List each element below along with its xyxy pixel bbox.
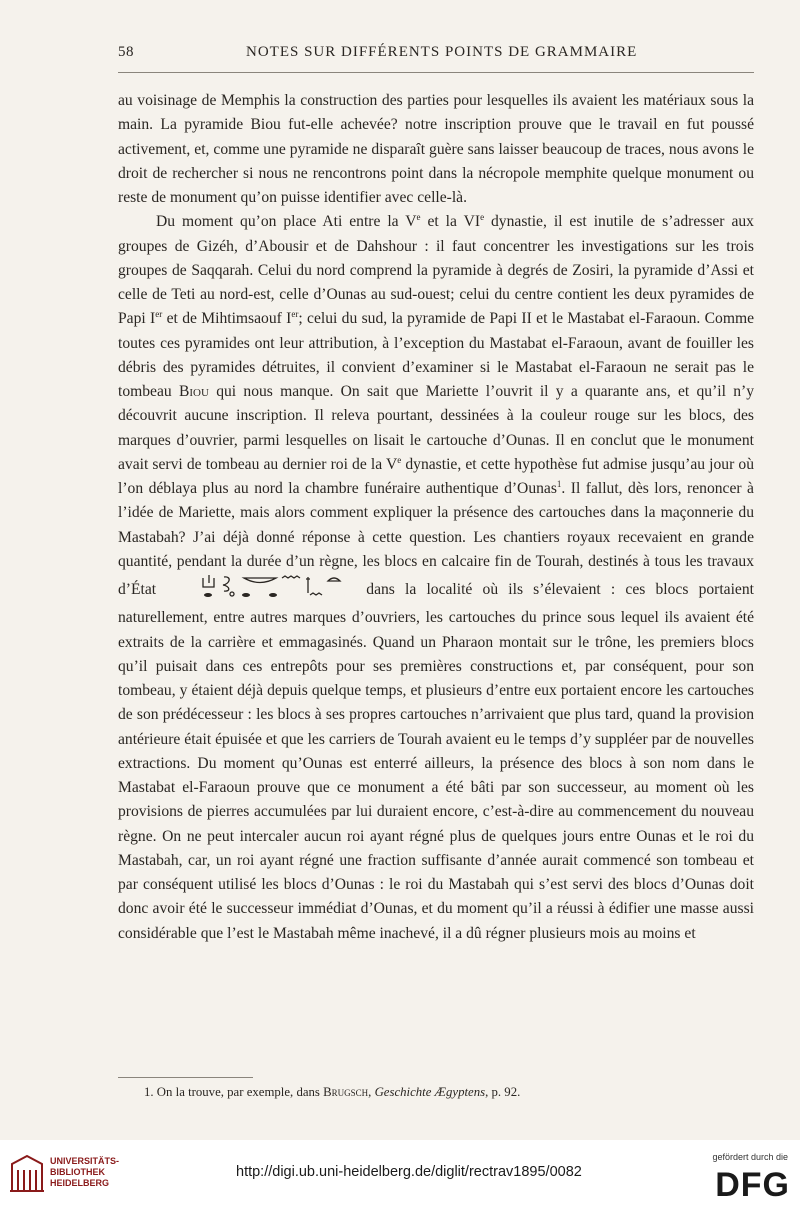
paragraph-1: au voisinage de Memphis la construction des parties pour lesquelles ils avaient les matériaux sous la main. La pyramide Biou fut-elle achevée? notre inscription prouve que le travail en fut poussé activement, et, comme une pyramide ne disparaît guère sans laisser beaucoup de traces, nous avons le droit de rechercher si nous ne rencontrons point dans la nécropole memphite quelque monument ou reste de monument qu’on puisse identifier avec celle-là. bbox=[118, 92, 754, 206]
footnote-rule bbox=[118, 1077, 253, 1078]
running-title: NOTES SUR DIFFÉRENTS POINTS DE GRAMMAIRE bbox=[246, 44, 638, 60]
body-text bbox=[118, 89, 754, 946]
dfg-logo: DFG bbox=[715, 1166, 790, 1204]
funding-label: gefördert durch die bbox=[712, 1152, 788, 1162]
library-logo-icon bbox=[8, 1154, 46, 1199]
footer-bar bbox=[0, 1140, 800, 1208]
page-number: 58 bbox=[118, 44, 134, 60]
footnote-work: Geschichte Ægyptens bbox=[374, 1085, 486, 1099]
footnote: 1. On la trouve, par exemple, dans Brugsch, Geschichte Ægyptens, p. 92. bbox=[144, 1085, 521, 1099]
source-url-link[interactable]: http://digi.ub.uni-heidelberg.de/diglit/rectrav1895/0082 bbox=[236, 1164, 582, 1180]
header-rule bbox=[118, 72, 754, 73]
page-header bbox=[118, 44, 754, 66]
paragraph-2: Du moment qu’on place Ati entre la Ve et la VIe dynastie, il est inutile de s’adresser aux groupes de Gizéh, d’Abousir et de Dahshour : il faut concentrer les investigations sur les trois groupes de Saqqarah. Celui du nord comprend la pyramide à degrés de Zosiri, la pyramide d’Assi et celle de Teti au nord-est, celle d’Ounas au sud-ouest; celui du centre contient les deux pyramides de Papi Ier et de Mihtimsaouf Ier; celui du sud, la pyramide de Papi II et le Mastabat el-Faraoun. Comme toutes ces pyramides ont leur attribution, à l’exception du Mastabat el-Faraoun, avant de fouiller les débris des pyramides détruites, il convient d’examiner si le Mastabat el-Faraoun ne serait pas le tombeau Biou qui nous manque. On sait que Mariette l’ouvrit il y a quarante ans, et qu’il n’y découvrit aucune inscription. Il releva pourtant, dessinées à la couleur rouge sur les blocs, des marques d’ouvrier, parmi lesquelles on lisait le cartouche d’Ounas. Il en conclut que le monument avait servi de tombeau au dernier roi de la Ve dynastie, et cette hypothèse fut admise jusqu’au jour où l’on déblaya plus au nord la chambre funéraire authentique d’Ounas$^1$. Il fallut, dès lors, renoncer à l’idée de Mariette, mais alors comment expliquer la présence des cartouches dans la maçonnerie du Mastabah? J’ai déjà donné réponse à cette question. Les chantiers royaux recevaient en grande quantité, pendant la durée d’un règne, les blocs en calcaire fin de Tourah, destinés à tous les travaux d’État dans la localité où ils s’élevaient : ces blocs portaient naturellement, entre autres marques d’ouvriers, les cartouches du prince sous lequel ils avaient été extraits de la carrière et emmagasinés. Quand un Pharaon montait sur le trône, les premiers blocs qu’il puisait dans ces entrepôts pour ses premières constructions et, par conséquent, pour son tombeau, y étaient déjà depuis quelque temps, et plusieurs d’entre eux portaient encore les cartouches de son prédécesseur : les blocs à ses propres cartouches n’arrivaient que plus tard, quand la provision antérieure était épuisée et que les carriers de Tourah avaient eu le temps d’y suppléer par de nouvelles extractions. Du moment qu’Ounas est enterré ailleurs, la présence des blocs à son nom dans le Mastabat el-Faraoun prouve que ce monument a été bâti par son successeur, au moment où les provisions de pierres accumulées par lui duraient encore, c’est-à-dire au commencement du nouveau règne. On ne peut intercaler aucun roi ayant régné plus de quelques jours entre Ounas et le roi du Mastabah, car, un roi ayant régné une fraction suffisante d’année aurait commencé son tombeau et par conséquent utilisé les blocs d’Ounas : le roi du Mastabah qui s’est servi des blocs d’Ounas doit donc avoir été le successeur immédiat d’Ounas, et du moment qu’il a réussi à édifier une masse aussi considérable que l’est le Mastabah même inachevé, il a dû régner plusieurs mois au moins et bbox=[118, 212, 754, 942]
footnote-author: Brugsch bbox=[323, 1085, 369, 1099]
hieroglyph-group-icon bbox=[162, 574, 350, 606]
library-logo-text: UNIVERSITÄTS- BIBLIOTHEK HEIDELBERG bbox=[50, 1156, 120, 1188]
footnote-ref: 1 bbox=[556, 478, 562, 489]
